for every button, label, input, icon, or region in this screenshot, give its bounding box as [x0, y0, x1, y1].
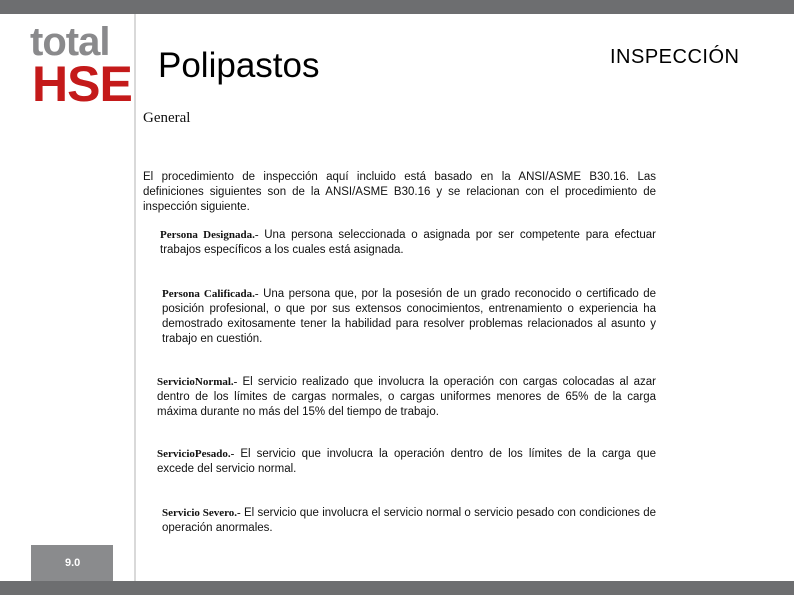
definition-item: [157, 375, 656, 420]
page-title: Polipastos: [158, 46, 320, 85]
vertical-divider: [134, 14, 136, 581]
definition-item: [157, 447, 656, 477]
definition-term: Servicio Severo.-: [162, 507, 241, 519]
definition-text: El servicio que involucra la operación dentro de los límites de la carga que excede del servicio normal.: [157, 448, 656, 475]
page-number-box: [31, 545, 113, 581]
section-heading: General: [143, 110, 191, 126]
bottom-bar: [0, 581, 794, 595]
definition-term: Persona Designada.-: [160, 229, 259, 241]
definition-text: El servicio que involucra el servicio normal o servicio pesado con condiciones de operación anormales.: [162, 507, 657, 534]
definition-item: [160, 228, 656, 258]
definition-item: [162, 506, 656, 536]
brand-logo: [30, 20, 132, 112]
definition-text: Una persona seleccionada o asignada por ser competente para efectuar trabajos específicos a los cuales está asignada.: [160, 229, 656, 256]
definition-term: Persona Calificada.-: [162, 288, 259, 300]
top-bar: [0, 0, 794, 14]
logo-text-hse: HSE: [32, 56, 132, 112]
definition-text: Una persona que, por la posesión de un grado reconocido o certificado de posición profesional, o que por sus extensos conocimientos, entrenamiento o experiencia ha demostrado exitosamente tener la habilidad para resolver problemas relacionados al asunto y trabajo en cuestión.: [162, 288, 657, 345]
page-number: 9.0: [65, 557, 81, 569]
definition-item: [162, 287, 656, 347]
definition-term: ServicioPesado.-: [157, 448, 235, 460]
logo-text-total: total: [30, 20, 110, 64]
intro-paragraph: El procedimiento de inspección aquí incluido está basado en la ANSI/ASME B30.16. Las definiciones siguientes son de la ANSI/ASME B30.16 y se relacionan con el procedimiento de inspección siguiente.: [143, 171, 656, 213]
definition-term: ServicioNormal.-: [157, 376, 238, 388]
definition-text: El servicio realizado que involucra la operación con cargas colocadas al azar dentro de los límites de cargas normales, o cargas uniformes menores de 65% de la carga máxima durante no más del 15% del tiempo de trabajo.: [157, 376, 656, 418]
section-title: INSPECCIÓN: [610, 46, 740, 68]
